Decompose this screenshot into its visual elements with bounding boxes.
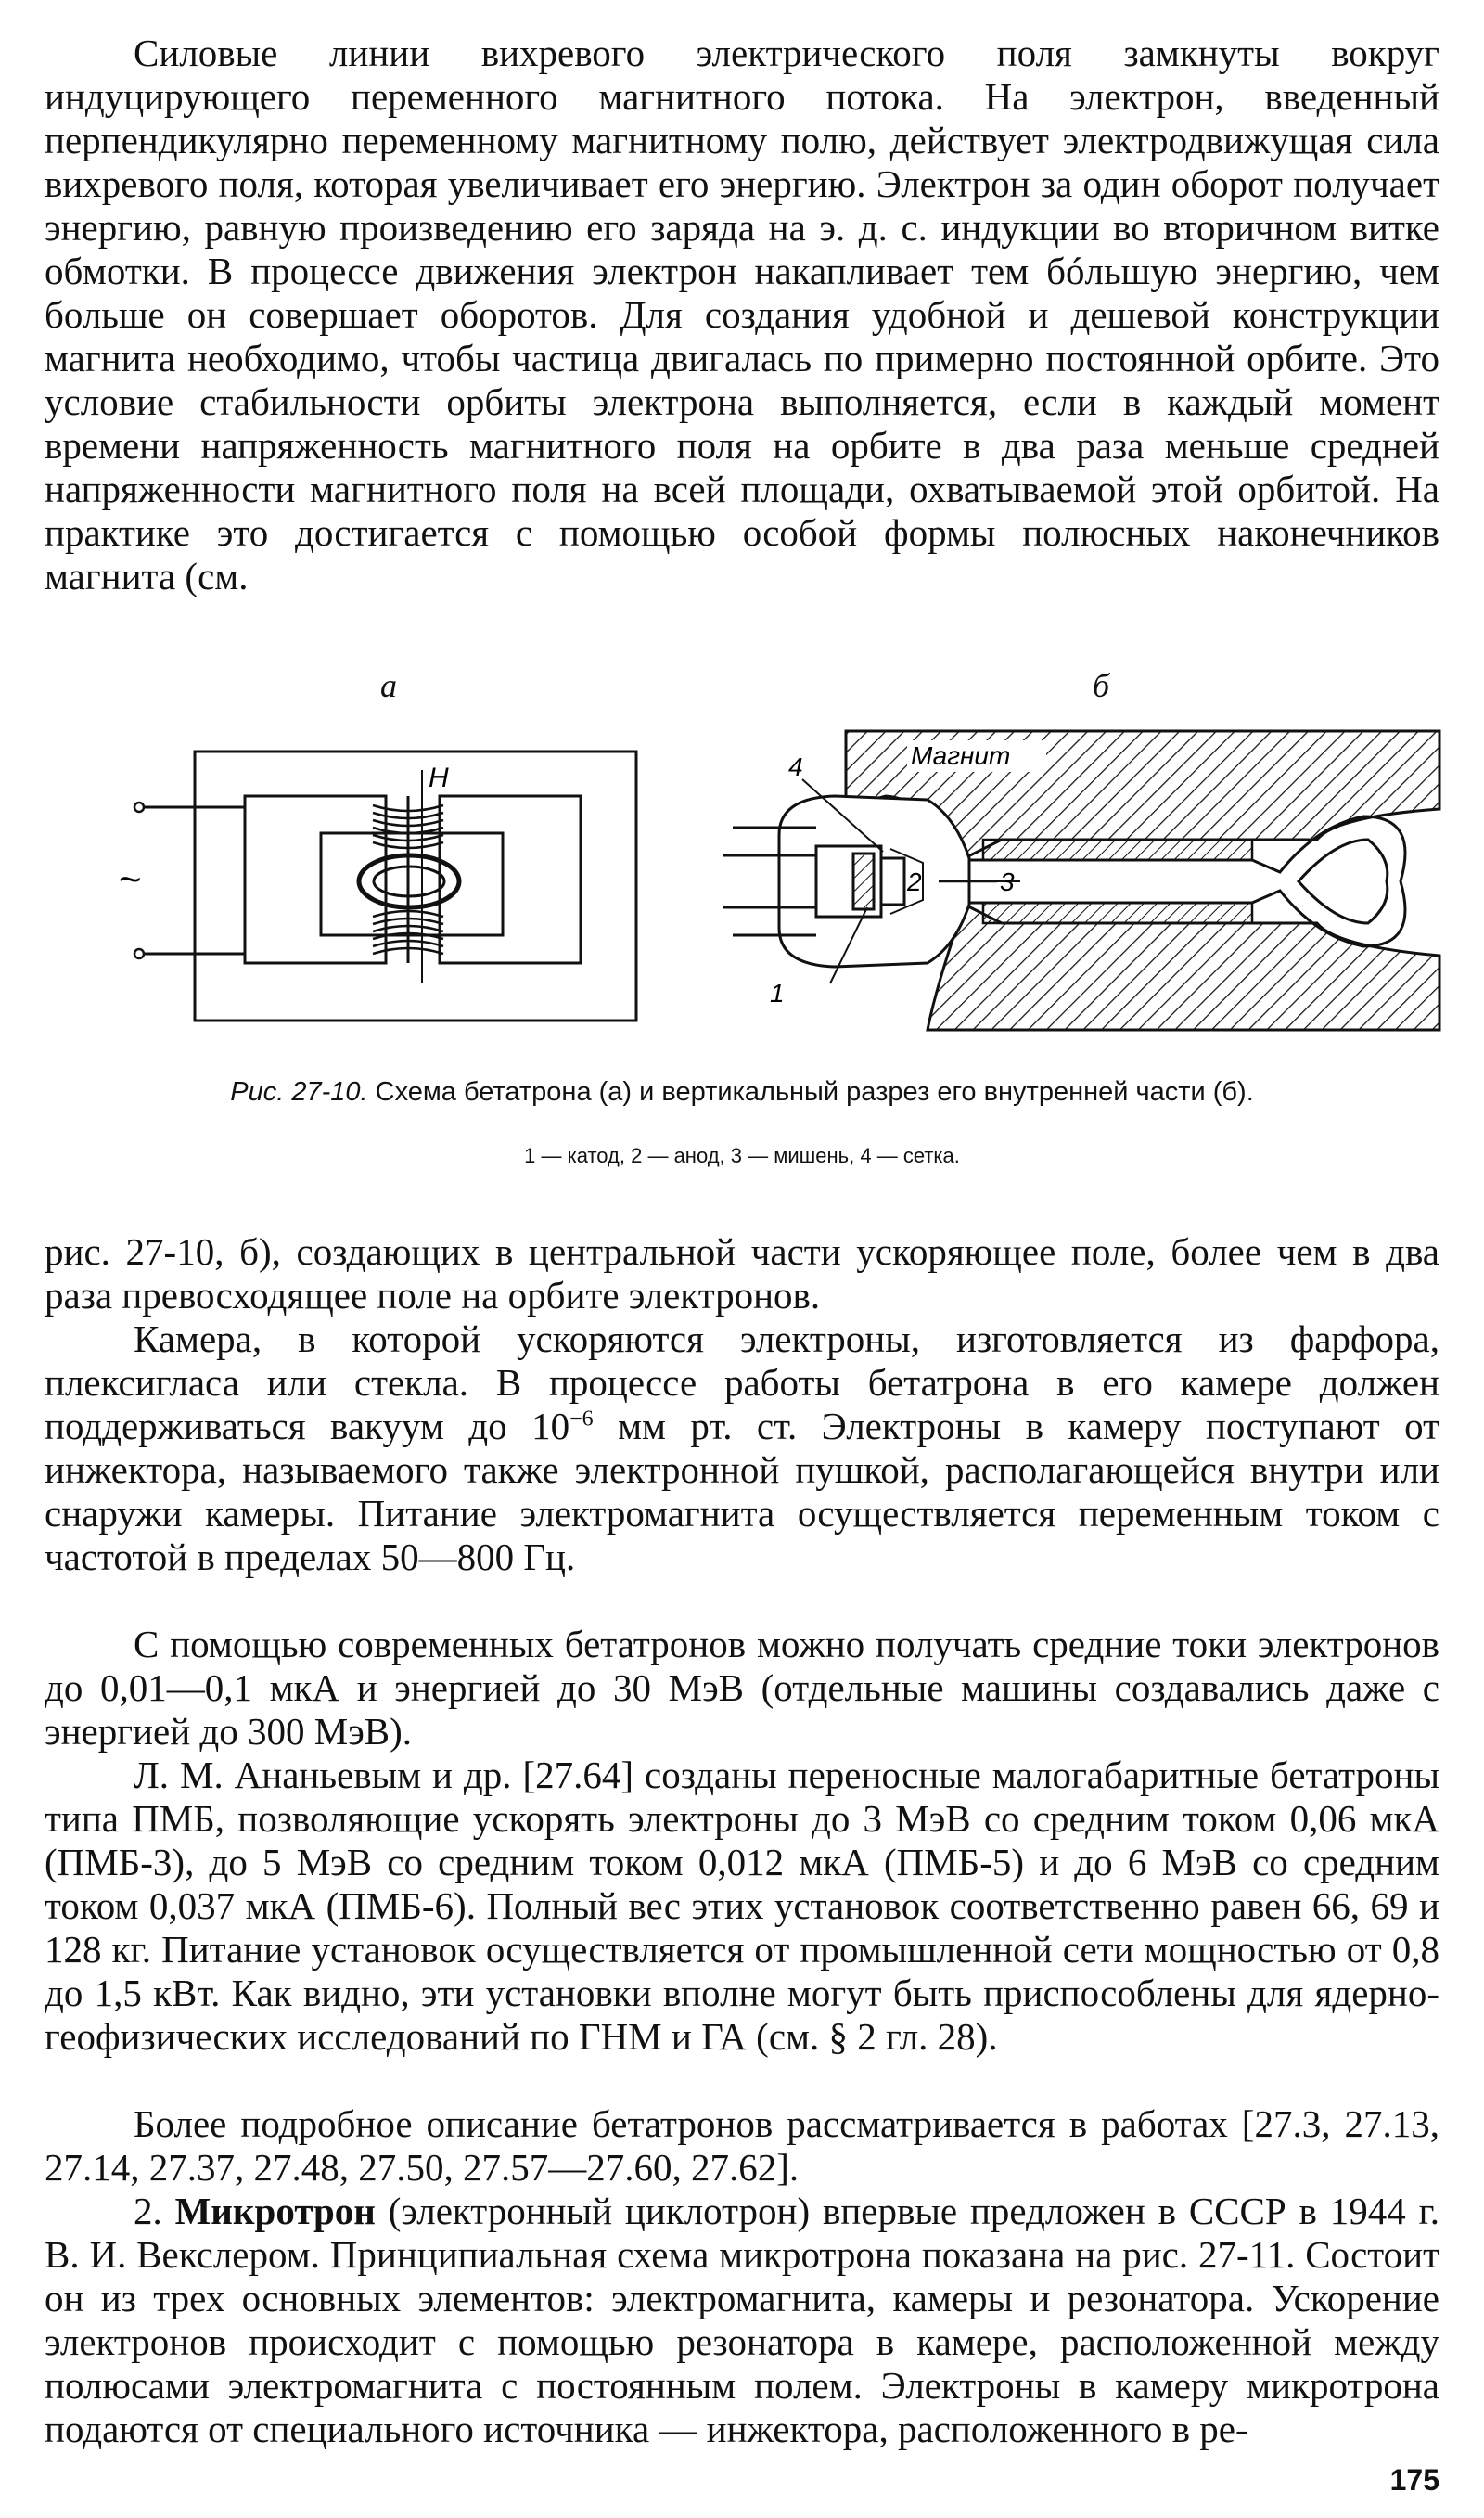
lower-insert <box>983 903 1252 923</box>
paragraph-microtron <box>45 2190 1439 2451</box>
paragraph-figure-ref: рис. 27-10, б), создающих в центральной части ускоряющее поле, более чем в два раза превосходящее поле на орбите электронов. <box>45 1230 1439 1317</box>
number-2: 2 <box>907 867 922 896</box>
number-1: 1 <box>770 979 785 1008</box>
paragraph-pmb: Л. М. Ананьевым и др. [27.64] созданы переносные малогабаритные бетатроны типа ПМБ, позволяющие ускорять электроны до 3 МэВ со средним током 0,06 мкА (ПМБ-3), до 5 МэВ со средним током 0,012 мкА (ПМБ-5) и до 6 МэВ со средним током 0,037 мкА (ПМБ-6). Полный вес этих установок соответственно равен 66, 69 и 128 кг. Питание установок осуществляется от промышленной сети мощностью от 0,8 до 1,5 кВт. Как видно, эти установки вполне могут быть приспособлены для ядерно-геофизических исследований по ГНМ и ГА (см. § 2 гл. 28). <box>45 1754 1439 2058</box>
chamber-text-b: мм рт. ст. Электроны в камеру поступают от инжектора, называемого также электронной пушкой, располагающейся внутри или снаружи камеры. Питание электромагнита осуществляется переменным током с частотой в пределах 50—800 Гц. <box>45 1405 1439 1578</box>
number-3: 3 <box>1000 867 1015 896</box>
figure-label-b: б <box>1093 667 1110 704</box>
chamber-text-a: Камера, в которой ускоряются электроны, изготовляется из фарфора, плексигласа или стекла. В процессе работы бетатрона в его камере должен поддерживаться вакуум до 10 <box>45 1317 1439 1447</box>
upper-insert <box>983 840 1252 860</box>
section-number: 2. <box>134 2190 175 2232</box>
chamber-toroid <box>1298 840 1388 923</box>
caption-text: Схема бетатрона (а) и вертикальный разрез его внутренней части (б). <box>367 1077 1254 1107</box>
vacuum-exponent: −6 <box>569 1407 594 1432</box>
magnet-label: Магнит <box>911 741 1011 770</box>
paragraph-vortex-field: Силовые линии вихревого электрического поля замкнуты вокруг индуцирующего переменного магнитного потока. На электрон, введенный перпендикулярно переменному магнитному полю, действует электродвижущая сила вихревого поля, которая увеличивает его энергию. Электрон за один оборот получает энергию, равную произведению его заряда на э. д. с. индукции во вторичном витке обмотки. В процессе движения электрон накапливает тем бóльшую энергию, чем больше он совершает оборотов. Для создания удобной и дешевой конструкции магнита необходимо, чтобы частица двигалась по примерно постоянной орбите. Это условие стабильности орбиты электрона выполняется, если в каждый момент времени напряженность магнитного поля на орбите в два раза меньше средней напряженности магнитного поля на всей площади, охватываемой этой орбитой. На практике это достигается с помощью особой формы полюсных наконечников магнита (см. <box>45 32 1439 597</box>
paragraph-chamber <box>45 1317 1439 1579</box>
cathode <box>853 854 874 909</box>
figure-legend: 1 — катод, 2 — анод, 3 — мишень, 4 — сетка. <box>524 1144 960 1167</box>
paragraph-references: Более подробное описание бетатронов рассматривается в работах [27.3, 27.13, 27.14, 27.37, 27.48, 27.50, 27.57—27.60, 27.62]. <box>45 2102 1439 2189</box>
figure-label-a: а <box>380 667 397 704</box>
caption-prefix: Рис. 27-10. <box>230 1077 368 1107</box>
paragraph-currents: С помощью современных бетатронов можно получать средние токи электронов до 0,01—0,1 мкА и энергией до 30 МэВ (отдельные машины создавались даже с энергией до 300 МэВ). <box>45 1623 1439 1753</box>
figure-caption <box>93 1076 1391 1108</box>
page-number: 175 <box>1389 2463 1439 2497</box>
ac-tilde-symbol: ~ <box>119 857 142 901</box>
field-label-h: H <box>429 763 449 793</box>
microtron-text: (электронный циклотрон) впервые предложен в СССР в 1944 г. В. И. Векслером. Принципиальная схема микротрона показана на рис. 27-11. Состоит он из трех основных элементов: электромагнита, камеры и резонатора. Ускорение электронов происходит с помощью резонатора в камере, расположенной между полюсами электромагнита с постоянным полем. Электроны в камеру микротрона подаются от специального источника — инжектора, расположенного в ре- <box>45 2190 1440 2450</box>
number-4: 4 <box>788 752 803 781</box>
microtron-term: Микротрон <box>174 2190 376 2232</box>
